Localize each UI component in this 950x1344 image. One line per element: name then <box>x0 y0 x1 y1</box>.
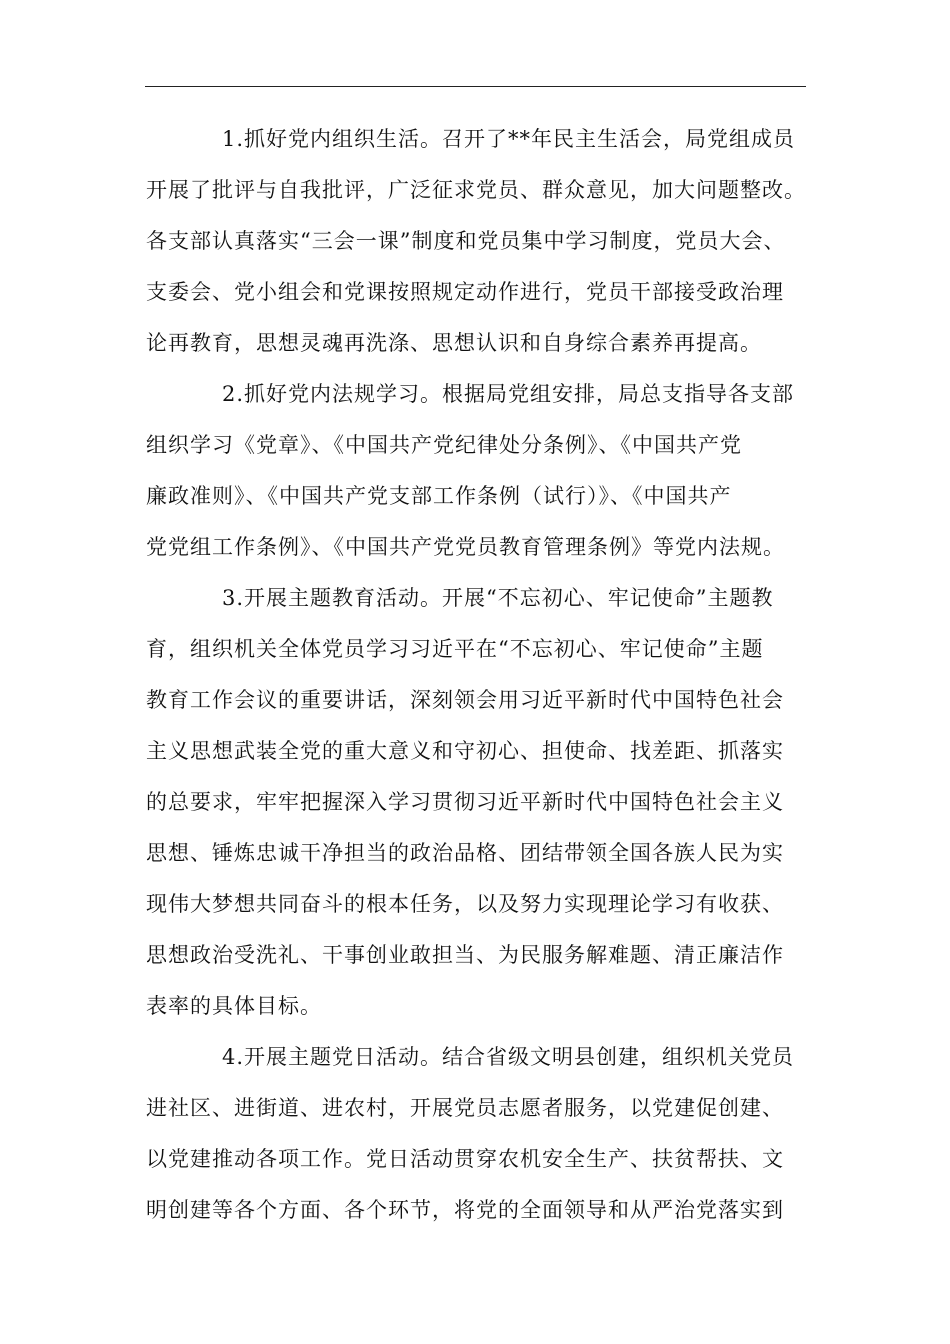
header-rule <box>145 86 806 87</box>
paragraph-3-line-6: 思想、锤炼忠诚干净担当的政治品格、团结带领全国各族人民为实 <box>146 841 784 865</box>
paragraph-2-line-1: 2.抓好党内法规学习。根据局党组安排，局总支指导各支部 <box>222 382 795 406</box>
paragraph-1-line-4: 支委会、党小组会和党课按照规定动作进行，党员干部接受政治理 <box>146 280 784 304</box>
paragraph-2-line-2: 组织学习《党章》、《中国共产党纪律处分条例》、《中国共产党 <box>146 433 742 457</box>
paragraph-3-line-9: 表率的具体目标。 <box>146 994 322 1018</box>
paragraph-1-line-1: 1.抓好党内组织生活。召开了**年民主生活会，局党组成员 <box>222 127 796 151</box>
paragraph-3-line-3: 教育工作会议的重要讲话，深刻领会用习近平新时代中国特色社会 <box>146 688 784 712</box>
paragraph-3-line-7: 现伟大梦想共同奋斗的根本任务，以及努力实现理论学习有收获、 <box>146 892 784 916</box>
paragraph-4-line-3: 以党建推动各项工作。党日活动贯穿农机安全生产、扶贫帮扶、文 <box>146 1147 784 1171</box>
paragraph-1-line-3: 各支部认真落实“三会一课”制度和党员集中学习制度，党员大会、 <box>146 229 786 253</box>
paragraph-1-line-5: 论再教育，思想灵魂再洗涤、思想认识和自身综合素养再提高。 <box>146 331 762 355</box>
paragraph-4-line-4: 明创建等各个方面、各个环节，将党的全面领导和从严治党落实到 <box>146 1198 784 1222</box>
paragraph-3-line-8: 思想政治受洗礼、干事创业敢担当、为民服务解难题、清正廉洁作 <box>146 943 784 967</box>
paragraph-4-line-2: 进社区、进街道、进农村，开展党员志愿者服务，以党建促创建、 <box>146 1096 784 1120</box>
paragraph-3-line-2: 育，组织机关全体党员学习习近平在“不忘初心、牢记使命”主题 <box>146 637 764 661</box>
paragraph-3-line-4: 主义思想武装全党的重大意义和守初心、担使命、找差距、抓落实 <box>146 739 784 763</box>
paragraph-2-line-4: 党党组工作条例》、《中国共产党党员教育管理条例》等党内法规。 <box>146 535 785 559</box>
paragraph-2-line-3: 廉政准则》、《中国共产党支部工作条例（试行）》、《中国共产 <box>146 484 732 508</box>
paragraph-4-line-1: 4.开展主题党日活动。结合省级文明县创建，组织机关党员 <box>222 1045 795 1069</box>
paragraph-3-line-1: 3.开展主题教育活动。开展“不忘初心、牢记使命”主题教 <box>222 586 774 610</box>
paragraph-1-line-2: 开展了批评与自我批评，广泛征求党员、群众意见，加大问题整改。 <box>146 178 806 202</box>
paragraph-3-line-5: 的总要求，牢牢把握深入学习贯彻习近平新时代中国特色社会主义 <box>146 790 784 814</box>
